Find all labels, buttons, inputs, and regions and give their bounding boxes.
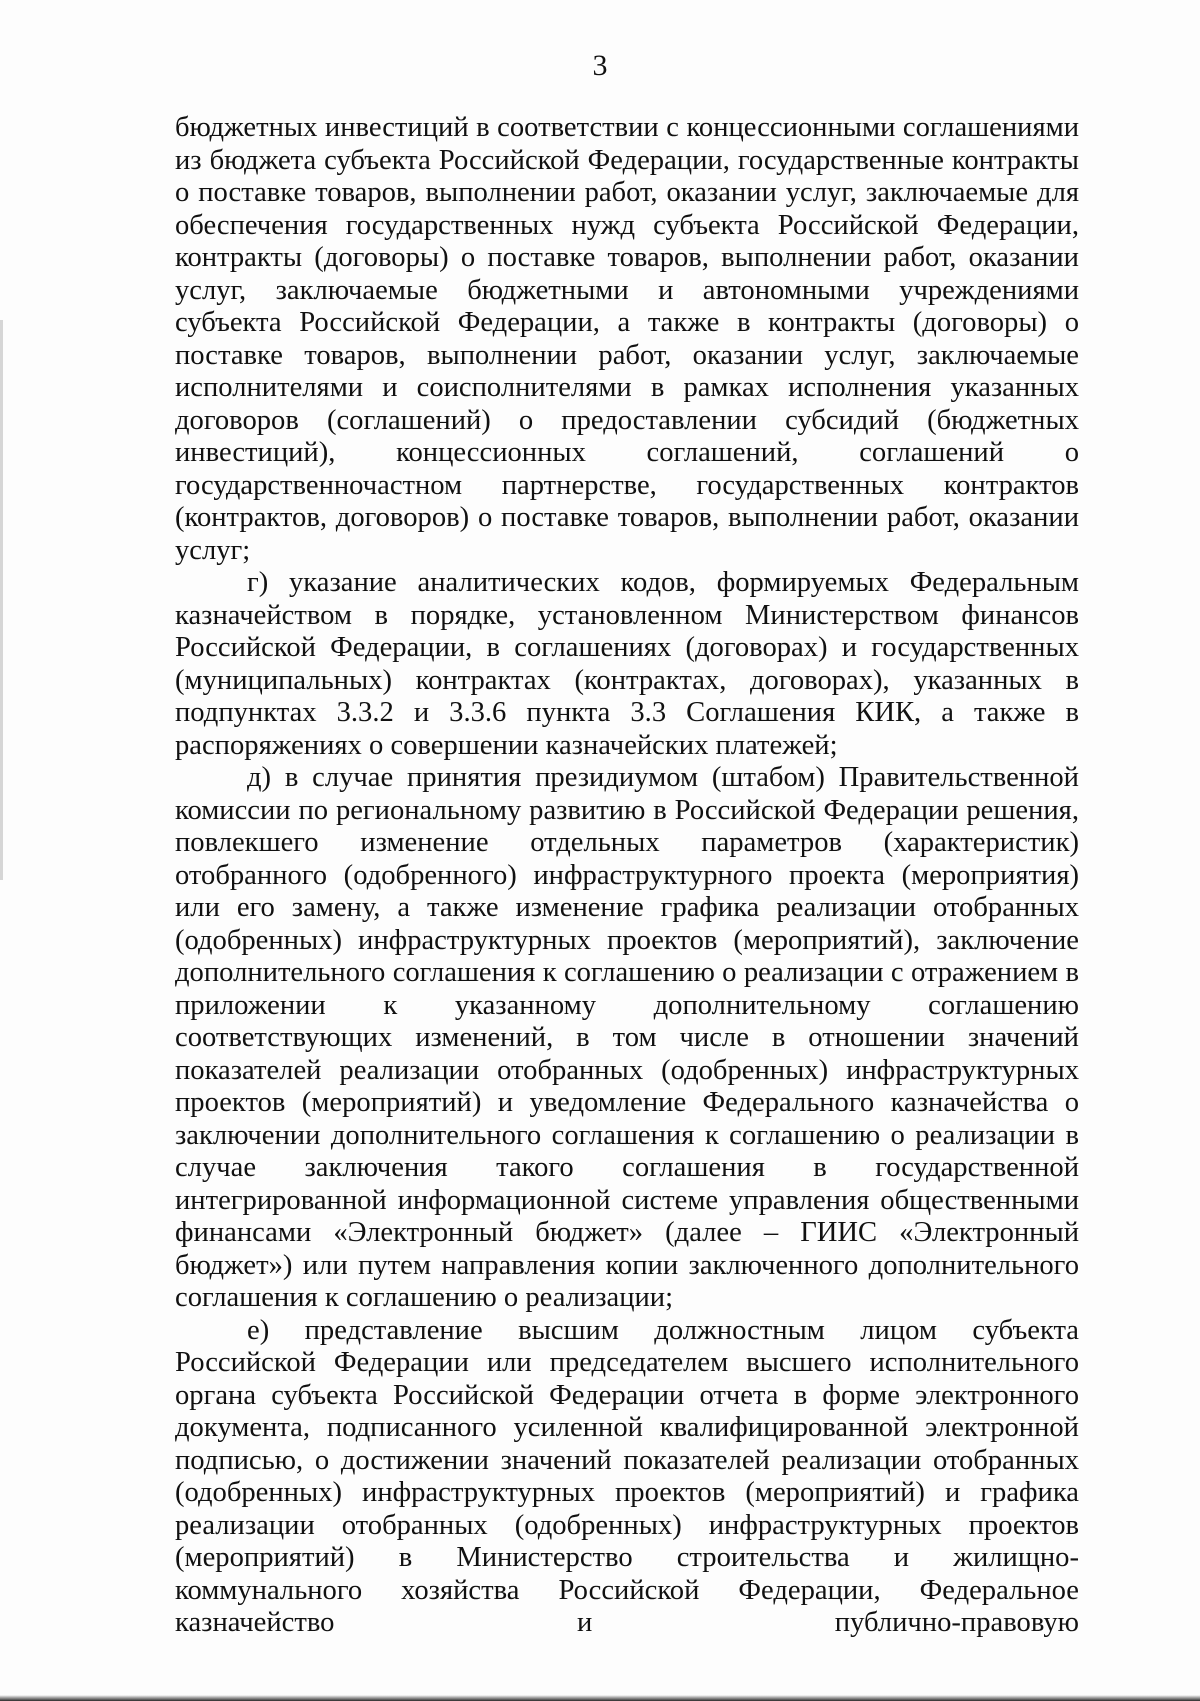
paragraph-item-e: е) представление высшим должностным лицом субъекта Российской Федерации или председателем высшего исполнительного органа субъекта Российской Федерации отчета в форме электронного документа, подписанного усиленной квалифицированной электронной подписью, о достижении значений показателей реализации отобранных (одобренных) инфраструктурных проектов (мероприятий) и графика реализации отобранных (одобренных) инфраструктурных проектов (мероприятий) в Министерство строительства и жилищно-коммунального хозяйства Российской Федерации, Федеральное казначейство и публично-правовую bbox=[175, 1314, 1079, 1638]
scan-edge-bottom bbox=[0, 1695, 1200, 1701]
paragraph-item-d: д) в случае принятия президиумом (штабом) Правительственной комиссии по региональному развитию в Российской Федерации решения, повлекшего изменение отдельных параметров (характеристик) отобранного (одобренного) инфраструктурного проекта (мероприятия) или его замену, а также изменение графика реализации отобранных (одобренных) инфраструктурных проектов (мероприятий), заключение дополнительного соглашения к соглашению о реализации с отражением в приложении к указанному дополнительному соглашению соответствующих изменений, в том числе в отношении значений показателей реализации отобранных (одобренных) инфраструктурных проектов (мероприятий) и уведомление Федерального казначейства о заключении дополнительного соглашения к соглашению о реализации в случае заключения такого соглашения в государственной интегрированной информационной системе управления общественными финансами «Электронный бюджет» (далее – ГИИС «Электронный бюджет») или путем направления копии заключенного дополнительного соглашения к соглашению о реализации; bbox=[175, 762, 1079, 1313]
paragraph-continuation: бюджетных инвестиций в соответствии с концессионными соглашениями из бюджета субъекта Российской Федерации, государственные контракты о поставке товаров, выполнении работ, оказании услуг, заключаемые для обеспечения государственных нужд субъекта Российской Федерации, контракты (договоры) о поставке товаров, выполнении работ, оказании услуг, заключаемые бюджетными и автономными учреждениями субъекта Российской Федерации, а также в контракты (договоры) о поставке товаров, выполнении работ, оказании услуг, заключаемые исполнителями и соисполнителями в рамках исполнения указанных договоров (соглашений) о предоставлении субсидий (бюджетных инвестиций), концессионных соглашений, соглашений о государственночастном партнерстве, государственных контрактов (контрактов, договоров) о поставке товаров, выполнении работ, оказании услуг; bbox=[175, 112, 1079, 566]
document-body bbox=[175, 112, 1079, 1640]
page-number: 3 bbox=[592, 49, 608, 82]
scan-edge-shadow bbox=[0, 320, 3, 880]
paragraph-item-g: г) указание аналитических кодов, формируемых Федеральным казначейством в порядке, установленном Министерством финансов Российской Федерации, в соглашениях (договорах) и государственных (муниципальных) контрактах (контрактах, договорах), указанных в подпунктах 3.3.2 и 3.3.6 пункта 3.3 Соглашения КИК, а также в распоряжениях о совершении казначейских платежей; bbox=[175, 567, 1079, 761]
